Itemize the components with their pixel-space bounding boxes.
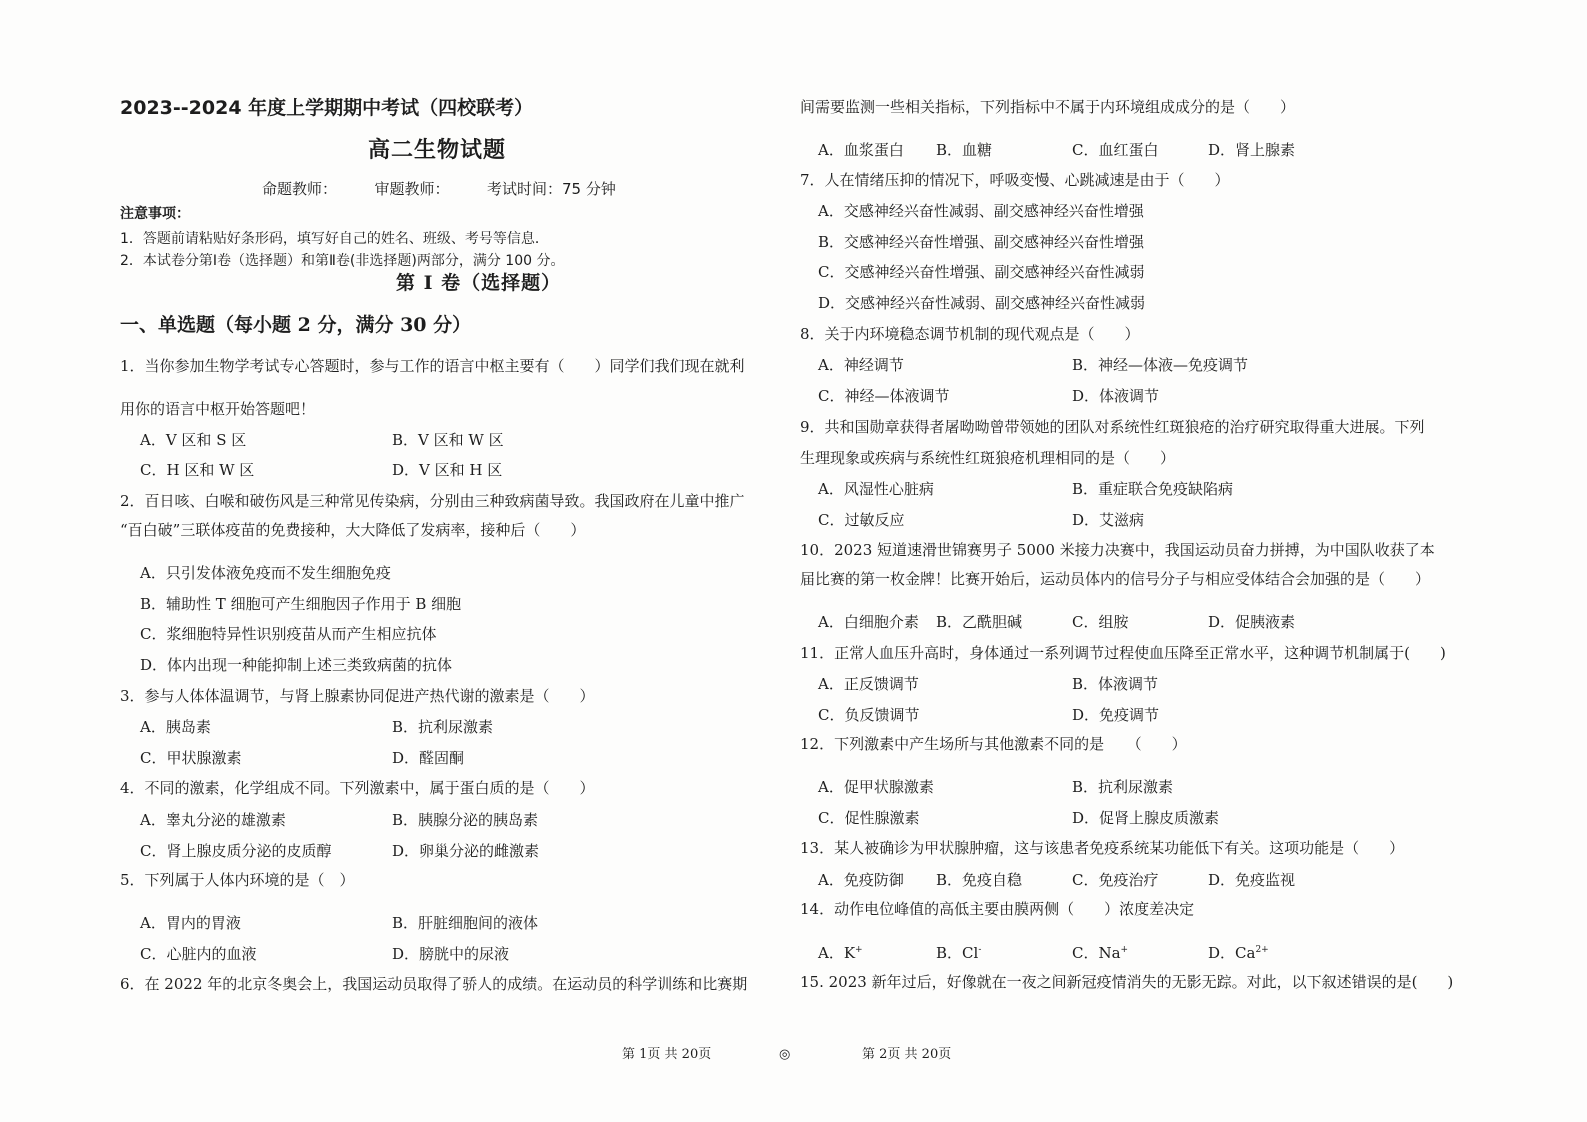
option[interactable]: B．抗利尿激素 <box>1072 778 1174 796</box>
question-text: “百白破”三联体疫苗的免费接种，大大降低了发病率，接种后（ ） <box>120 521 586 539</box>
question-text: 2．百日咳、白喉和破伤风是三种常见传染病，分别由三种致病菌导致。我国政府在儿童中推广 <box>120 492 745 510</box>
question-text: 8．关于内环境稳态调节机制的现代观点是（ ） <box>800 325 1140 343</box>
option[interactable]: D．促胰液素 <box>1208 613 1296 631</box>
page-number-right: 第 2页 共 20页 <box>862 1047 952 1062</box>
option[interactable]: D．交感神经兴奋性减弱、副交感神经兴奋性减弱 <box>818 294 1146 312</box>
notice-title: 注意事项： <box>120 206 190 222</box>
question-text: 1．当你参加生物学考试专心答题时，参与工作的语言中枢主要有（ ）同学们我们现在就利 <box>120 357 745 375</box>
option[interactable]: A．交感神经兴奋性减弱、副交感神经兴奋性增强 <box>818 202 1144 220</box>
option[interactable]: B．抗利尿激素 <box>392 718 494 736</box>
option[interactable]: A．血浆蛋白 <box>818 141 904 159</box>
question-text: 11．正常人血压升高时，身体通过一系列调节过程使血压降至正常水平，这种调节机制属于( ) <box>800 644 1446 662</box>
option[interactable] <box>1208 943 1269 963</box>
option[interactable]: A．只引发体液免疫而不发生细胞免疫 <box>140 564 391 582</box>
question-text: 间需要监测一些相关指标，下列指标中不属于内环境组成成分的是（ ） <box>800 98 1296 116</box>
question-text: 生理现象或疾病与系统性红斑狼疮机理相同的是（ ） <box>800 449 1176 467</box>
option[interactable]: C．神经—体液调节 <box>818 387 950 405</box>
option[interactable]: D．卵巢分泌的雌激素 <box>392 842 540 860</box>
option[interactable]: B．肝脏细胞间的液体 <box>392 914 539 932</box>
ion-charge: + <box>855 945 863 955</box>
option[interactable] <box>818 943 863 963</box>
option[interactable]: D．免疫调节 <box>1072 706 1160 724</box>
question-text: 3．参与人体体温调节，与肾上腺素协同促进产热代谢的激素是（ ） <box>120 687 595 705</box>
option[interactable]: B．神经—体液—免疫调节 <box>1072 356 1249 374</box>
option[interactable]: D．体液调节 <box>1072 387 1160 405</box>
exam-meta: 命题教师： 审题教师： 考试时间：75 分钟 <box>262 180 616 198</box>
exam-subtitle: 高二生物试题 <box>368 138 507 163</box>
center-mark-icon: ◎ <box>779 1047 791 1062</box>
question-text: 届比赛的第一枚金牌！比赛开始后，运动员体内的信号分子与相应受体结合会加强的是（ ） <box>800 570 1431 588</box>
option[interactable]: B．重症联合免疫缺陷病 <box>1072 480 1234 498</box>
option[interactable]: C．交感神经兴奋性增强、副交感神经兴奋性减弱 <box>818 263 1145 281</box>
option[interactable]: A．胃内的胃液 <box>140 914 241 932</box>
option[interactable]: D．艾滋病 <box>1072 511 1145 529</box>
option[interactable] <box>936 943 981 963</box>
question-text: 14．动作电位峰值的高低主要由膜两侧（ ）浓度差决定 <box>800 900 1195 918</box>
question-text: 13．某人被确诊为甲状腺肿瘤，这与该患者免疫系统某功能低下有关。这项功能是（ ） <box>800 839 1405 857</box>
option-label: D．Ca <box>1208 944 1256 962</box>
exam-title: 2023--2024 年度上学期期中考试（四校联考） <box>120 97 534 119</box>
option[interactable]: C．过敏反应 <box>818 511 905 529</box>
option[interactable]: D．V 区和 H 区 <box>392 461 503 479</box>
option[interactable]: B．胰腺分泌的胰岛素 <box>392 811 539 829</box>
option-label: B．Cl <box>936 944 979 962</box>
option[interactable]: B．辅助性 T 细胞可产生细胞因子作用于 B 细胞 <box>140 595 462 613</box>
option[interactable]: A．V 区和 S 区 <box>140 431 247 449</box>
question-text: 12．下列激素中产生场所与其他激素不同的是 （ ） <box>800 735 1187 753</box>
option[interactable]: C．肾上腺皮质分泌的皮质醇 <box>140 842 332 860</box>
option[interactable]: A．神经调节 <box>818 356 904 374</box>
option[interactable]: D．肾上腺素 <box>1208 141 1296 159</box>
ion-charge: - <box>978 945 982 955</box>
question-text: 5．下列属于人体内环境的是（ ） <box>120 871 355 889</box>
option[interactable]: B．免疫自稳 <box>936 871 1023 889</box>
option[interactable]: A．胰岛素 <box>140 718 211 736</box>
option[interactable]: D．免疫监视 <box>1208 871 1296 889</box>
option[interactable]: B．血糖 <box>936 141 993 159</box>
ion-charge: + <box>1120 945 1129 955</box>
option[interactable]: D．膀胱中的尿液 <box>392 945 510 963</box>
question-text: 6．在 2022 年的北京冬奥会上，我国运动员取得了骄人的成绩。在运动员的科学训练和比赛期 <box>120 975 748 993</box>
option[interactable]: A．促甲状腺激素 <box>818 778 934 796</box>
option[interactable]: C．组胺 <box>1072 613 1129 631</box>
ion-charge: 2+ <box>1255 945 1269 955</box>
option[interactable]: D．促肾上腺皮质激素 <box>1072 809 1220 827</box>
option-label: A．K <box>818 944 856 962</box>
option[interactable]: D．醛固酮 <box>392 749 465 767</box>
option[interactable]: C．血红蛋白 <box>1072 141 1159 159</box>
option[interactable]: C．负反馈调节 <box>818 706 920 724</box>
option[interactable]: A．风湿性心脏病 <box>818 480 934 498</box>
option[interactable]: B．V 区和 W 区 <box>392 431 504 449</box>
option[interactable]: B．交感神经兴奋性增强、副交感神经兴奋性增强 <box>818 233 1145 251</box>
option[interactable]: B．乙酰胆碱 <box>936 613 1023 631</box>
option[interactable] <box>1072 943 1128 963</box>
notice-item: 2．本试卷分第Ⅰ卷（选择题）和第Ⅱ卷(非选择题)两部分，满分 100 分。 <box>120 253 565 269</box>
question-text: 15. 2023 新年过后，好像就在一夜之间新冠疫情消失的无影无踪。对此，以下叙述错误的是( ) <box>800 973 1454 991</box>
option[interactable]: C．促性腺激素 <box>818 809 920 827</box>
page-number-left: 第 1页 共 20页 <box>622 1047 712 1062</box>
volume-heading: 第 Ⅰ 卷（选择题） <box>396 272 562 294</box>
option[interactable]: A．正反馈调节 <box>818 675 919 693</box>
option[interactable]: C．免疫治疗 <box>1072 871 1159 889</box>
option[interactable]: A．睾丸分泌的雄激素 <box>140 811 286 829</box>
question-text: 10．2023 短道速滑世锦赛男子 5000 米接力决赛中，我国运动员奋力拼搏，为中国队收获了本 <box>800 541 1435 559</box>
question-text: 9．共和国勋章获得者屠呦呦曾带领她的团队对系统性红斑狼疮的治疗研究取得重大进展。下列 <box>800 418 1425 436</box>
option[interactable]: A．白细胞介素 <box>818 613 919 631</box>
option[interactable]: C．H 区和 W 区 <box>140 461 255 479</box>
option[interactable]: D．体内出现一种能抑制上述三类致病菌的抗体 <box>140 656 453 674</box>
option[interactable]: C．心脏内的血液 <box>140 945 257 963</box>
option[interactable]: B．体液调节 <box>1072 675 1159 693</box>
question-text: 用你的语言中枢开始答题吧！ <box>120 400 316 418</box>
section-heading: 一、单选题（每小题 2 分，满分 30 分） <box>120 314 472 336</box>
notice-item: 1．答题前请粘贴好条形码，填写好自己的姓名、班级、考号等信息． <box>120 231 549 247</box>
question-text: 7．人在情绪压抑的情况下，呼吸变慢、心跳减速是由于（ ） <box>800 171 1230 189</box>
option-label: C．Na <box>1072 944 1121 962</box>
option[interactable]: C．甲状腺激素 <box>140 749 242 767</box>
question-text: 4．不同的激素，化学组成不同。下列激素中，属于蛋白质的是（ ） <box>120 779 595 797</box>
option[interactable]: C．浆细胞特异性识别疫苗从而产生相应抗体 <box>140 625 437 643</box>
option[interactable]: A．免疫防御 <box>818 871 904 889</box>
